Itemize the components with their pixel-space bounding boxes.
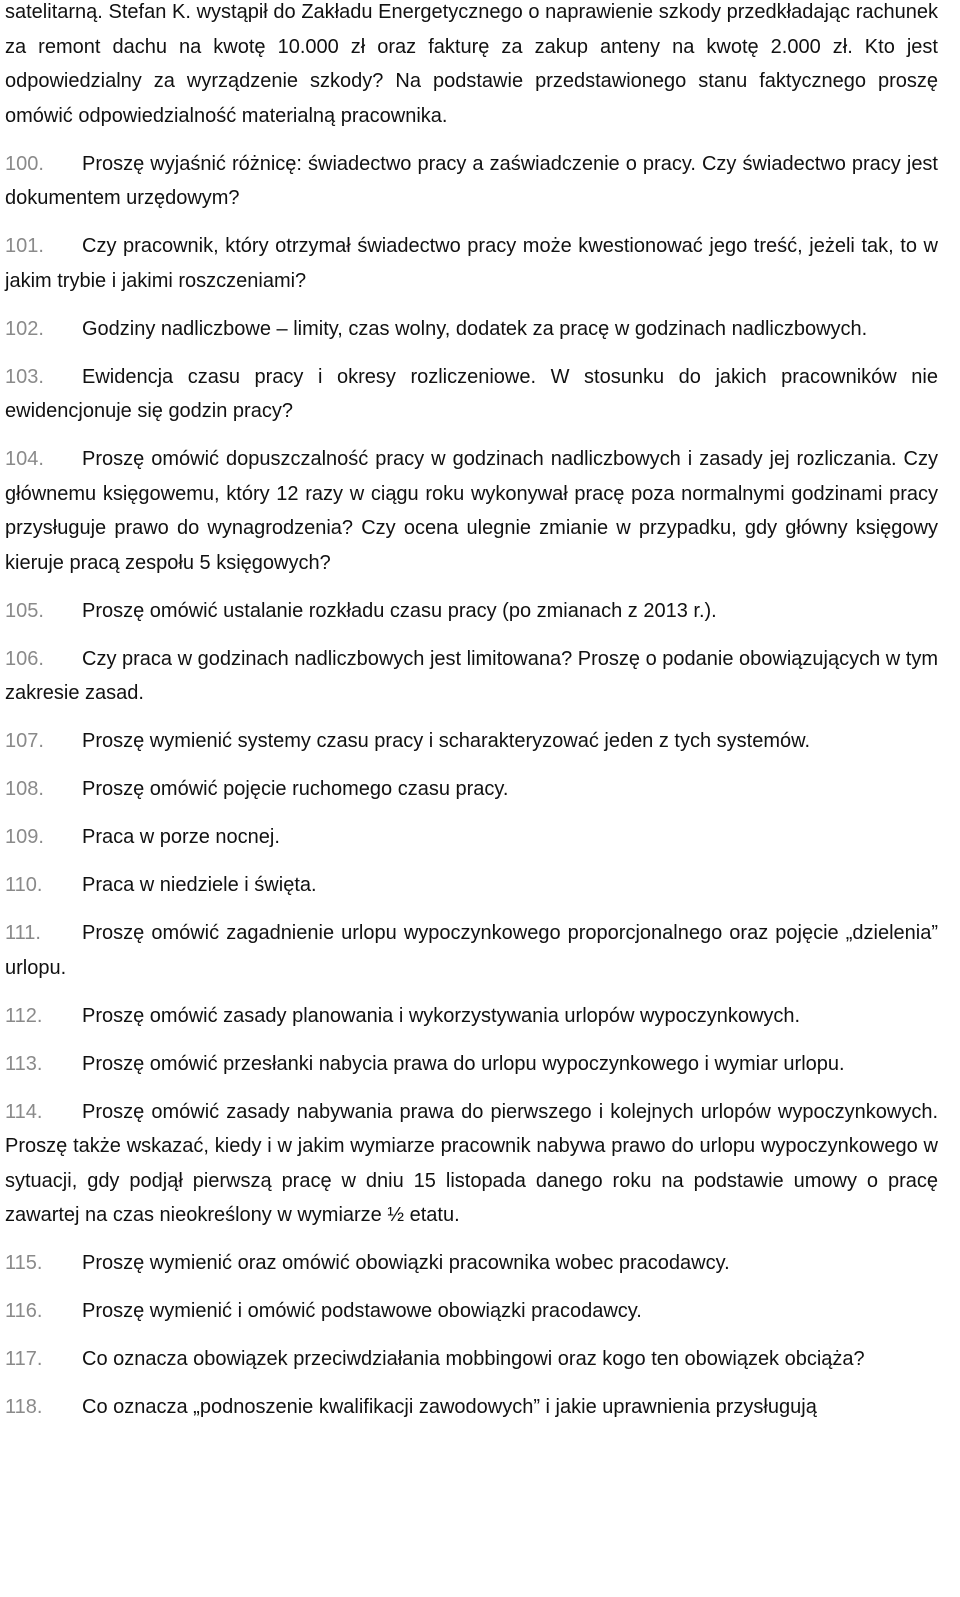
question-number: 105. [5, 599, 44, 622]
question-item [5, 1342, 938, 1377]
question-text: Czy pracownik, który otrzymał świadectwo pracy może kwestionować jego treść, jeżeli tak, to w jakim trybie i jakimi roszczeniami? [5, 235, 938, 292]
question-number: 108. [5, 778, 44, 800]
question-list [5, 147, 938, 1425]
question-text: Proszę omówić przesłanki nabycia prawa do urlopu wypoczynkowego i wymiar urlopu. [82, 1052, 845, 1075]
question-text: Proszę wymienić systemy czasu pracy i scharakteryzować jeden z tych systemów. [82, 730, 811, 752]
question-text: Praca w porze nocnej. [82, 826, 280, 848]
question-text: Proszę omówić ustalanie rozkładu czasu pracy (po zmianach z 2013 r.). [82, 599, 717, 622]
question-text: Proszę omówić zagadnienie urlopu wypoczynkowego proporcjonalnego oraz pojęcie „dzielenia” urlopu. [5, 922, 938, 979]
question-number: 107. [5, 730, 44, 752]
intro-paragraph: satelitarną. Stefan K. wystąpił do Zakładu Energetycznego o naprawienie szkody przedkładając rachunek za remont dachu na kwotę 10.000 zł oraz fakturę za zakup anteny na kwotę 2.000 zł. Kto jest odpowiedzialny za wyrządzenie szkody? Na podstawie przedstawionego stanu faktycznego proszę omówić odpowiedzialność materialną pracownika. [5, 1, 938, 127]
question-number: 102. [5, 317, 44, 340]
question-item [5, 1095, 938, 1233]
question-text: Co oznacza obowiązek przeciwdziałania mobbingowi oraz kogo ten obowiązek obciąża? [82, 1348, 865, 1370]
question-number: 117. [5, 1348, 43, 1370]
question-item [5, 360, 938, 429]
question-number: 118. [5, 1396, 43, 1418]
question-number: 114. [5, 1100, 43, 1123]
question-item [5, 642, 938, 711]
question-number: 110. [5, 874, 43, 896]
question-number: 115. [5, 1252, 43, 1274]
question-item [5, 442, 938, 580]
question-number: 116. [5, 1300, 43, 1322]
question-item [5, 868, 938, 903]
question-text: Proszę omówić pojęcie ruchomego czasu pracy. [82, 778, 509, 800]
question-item [5, 594, 938, 629]
question-number: 109. [5, 826, 44, 848]
question-item [5, 916, 938, 985]
question-text: Proszę wyjaśnić różnicę: świadectwo pracy a zaświadczenie o pracy. Czy świadectwo pracy jest dokumentem urzędowym? [5, 152, 938, 209]
question-text: Ewidencja czasu pracy i okresy rozliczeniowe. W stosunku do jakich pracowników nie ewidencjonuje się godzin pracy? [5, 365, 938, 422]
question-number: 112. [5, 1004, 43, 1027]
question-text: Co oznacza „podnoszenie kwalifikacji zawodowych” i jakie uprawnienia przysługują [82, 1396, 817, 1418]
question-number: 103. [5, 365, 44, 388]
question-number: 101. [5, 235, 44, 257]
question-text: Godziny nadliczbowe – limity, czas wolny, dodatek za pracę w godzinach nadliczbowych. [82, 317, 868, 340]
question-number: 113. [5, 1052, 43, 1075]
question-item [5, 1246, 938, 1281]
question-item [5, 999, 938, 1034]
question-number: 111. [5, 922, 41, 944]
question-item [5, 1390, 938, 1425]
question-number: 106. [5, 647, 44, 670]
question-text: Proszę omówić dopuszczalność pracy w godzinach nadliczbowych i zasady jej rozliczania. Czy głównemu księgowemu, który 12 razy w ciągu roku wykonywał pracę poza normalnymi godzinami pracy przysługuje prawo do wynagrodzenia? Czy ocena ulegnie zmianie w przypadku, gdy główny księgowy kieruje pracą zespołu 5 księgowych? [5, 448, 938, 574]
question-number: 100. [5, 152, 44, 175]
question-item [5, 147, 938, 216]
question-item [5, 1047, 938, 1082]
question-item [5, 312, 938, 347]
question-item [5, 724, 938, 759]
question-text: Czy praca w godzinach nadliczbowych jest limitowana? Proszę o podanie obowiązujących w tym zakresie zasad. [5, 647, 938, 704]
question-text: Praca w niedziele i święta. [82, 874, 317, 896]
question-item [5, 772, 938, 807]
question-number: 104. [5, 448, 44, 470]
question-text: Proszę wymienić oraz omówić obowiązki pracownika wobec pracodawcy. [82, 1252, 730, 1274]
question-text: Proszę omówić zasady nabywania prawa do pierwszego i kolejnych urlopów wypoczynkowych. Proszę także wskazać, kiedy i w jakim wymiarze pracownik nabywa prawo do urlopu wypoczynkowego w sytuacji, gdy podjął pierwszą pracę w dniu 15 listopada danego roku na podstawie umowy o pracę zawartej na czas nieokreślony w wymiarze ½ etatu. [5, 1100, 938, 1226]
question-item [5, 229, 938, 298]
question-item [5, 1294, 938, 1329]
question-text: Proszę wymienić i omówić podstawowe obowiązki pracodawcy. [82, 1300, 642, 1322]
question-text: Proszę omówić zasady planowania i wykorzystywania urlopów wypoczynkowych. [82, 1004, 801, 1027]
question-item [5, 820, 938, 855]
